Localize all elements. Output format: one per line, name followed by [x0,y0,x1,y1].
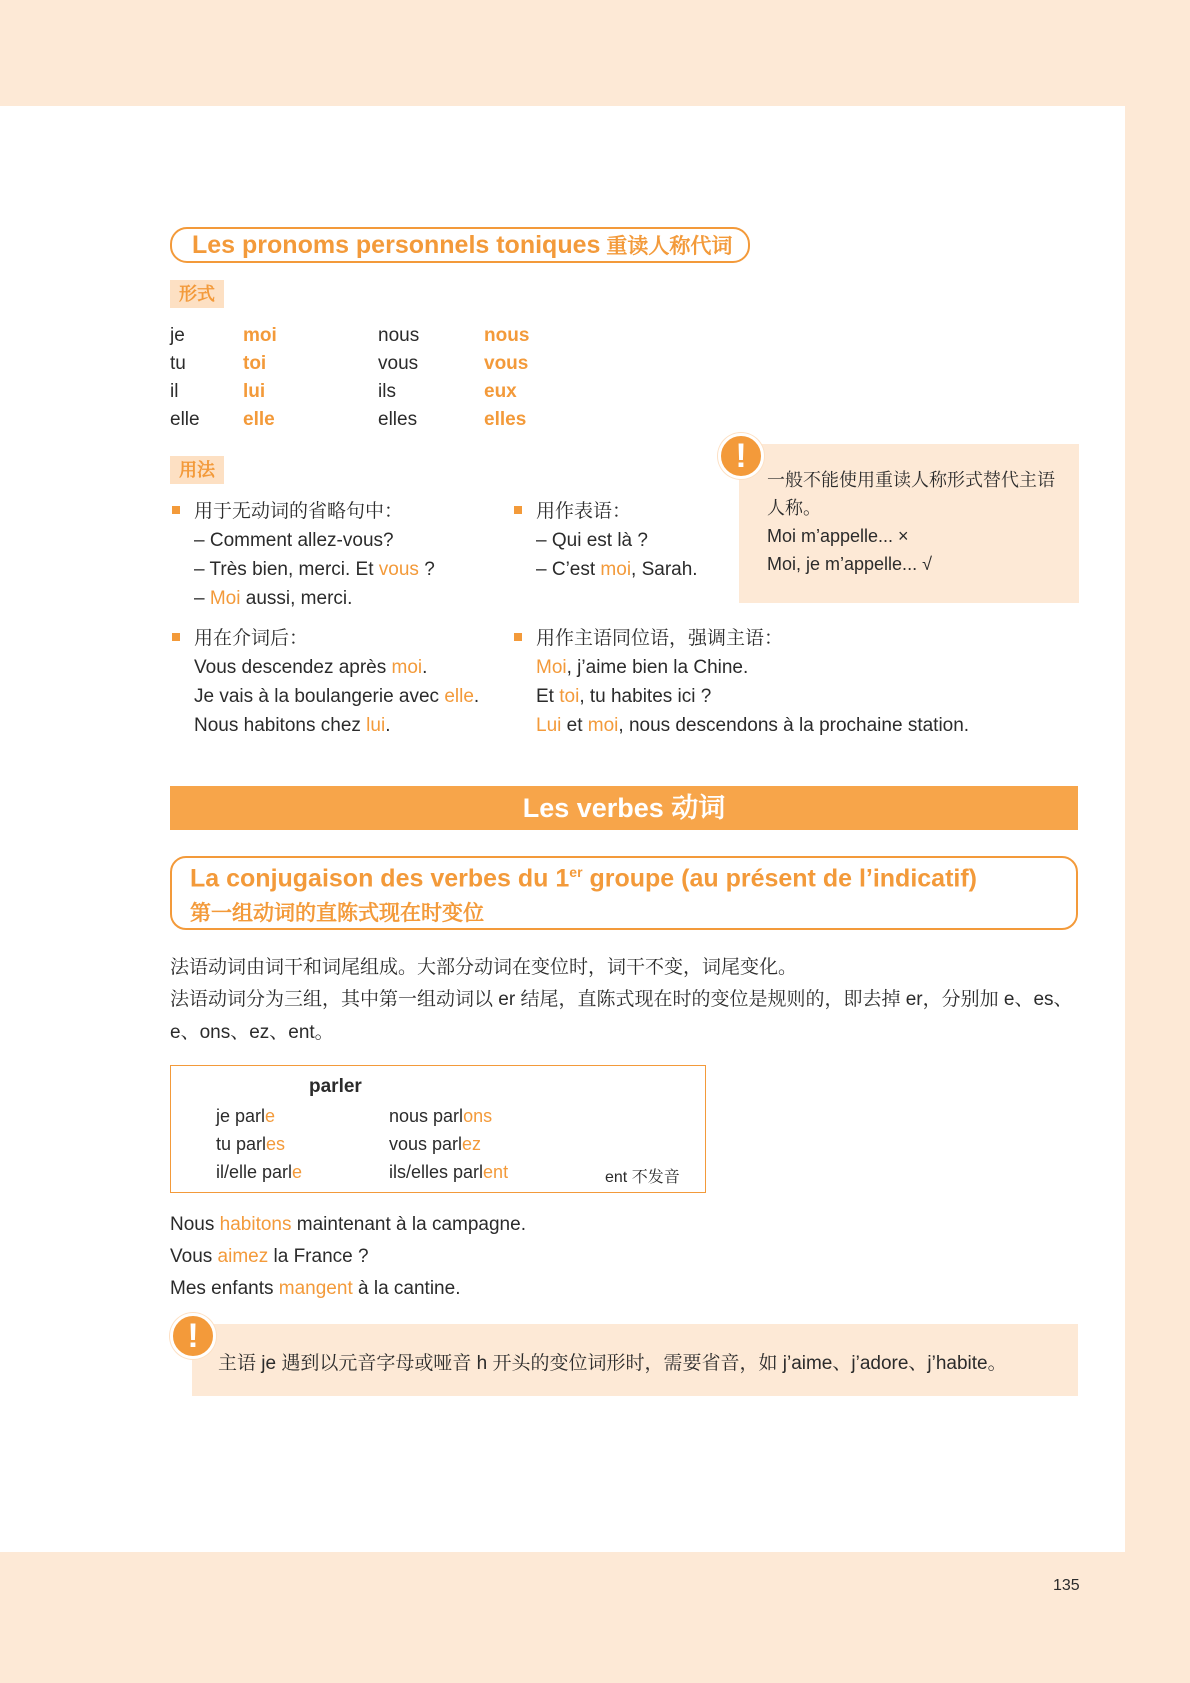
chapter-banner: Les verbes 动词 [170,786,1078,830]
bullet-square-icon [514,506,522,514]
conjugation-form: vous parlez [389,1134,482,1154]
usage-heading: 用在介词后： [194,628,309,649]
exclamation-icon: ! [718,433,764,479]
usage-line: – Très bien, merci. Et vous ? [194,559,435,580]
note-line: Moi, je m’appelle... √ [767,554,932,574]
usage-line: Je vais à la boulangerie avec elle. [194,686,480,707]
section-title-tonic-pronouns [170,227,750,263]
pronoun-subject: tu [170,353,186,374]
pronoun-subject-column-right [378,322,419,434]
conjugation-note: ent 不发音 [605,1169,680,1186]
usage-heading: 用于无动词的省略句中： [194,501,404,522]
pronoun-subject: il [170,381,179,402]
usage-line: – Moi aussi, merci. [194,588,353,609]
pronoun-tonic: elle [243,409,275,430]
bullet-square-icon [514,633,522,641]
usage-line: Et toi, tu habites ici ? [536,686,712,707]
pronoun-tonic: eux [484,381,517,402]
page-number: 135 [1053,1577,1080,1594]
pronoun-tonic: lui [243,381,266,402]
section-title-conjugation [170,856,1078,930]
exclamation-icon: ! [170,1313,216,1359]
note-box-tonic-subject [739,444,1079,603]
body-paragraph: 法语动词由词干和词尾组成。大部分动词在变位时，词干不变，词尾变化。 [170,957,798,978]
conjugation-form: je parle [216,1106,276,1126]
body-paragraph: e、ons、ez、ent。 [170,1022,334,1043]
usage-line: Moi, j’aime bien la Chine. [536,657,749,678]
conjugation-form: il/elle parle [216,1162,303,1182]
section-title-fr: Les pronoms personnels toniques [192,230,601,259]
conjugation-form: ils/elles parlent [389,1162,509,1182]
note-line: Moi m’appelle... × [767,526,909,546]
usage-line: Nous habitons chez lui. [194,715,391,736]
section-title-zh: 第一组动词的直陈式现在时变位 [190,902,484,925]
usage-line: – Comment allez-vous? [194,530,394,551]
pronoun-subject: ils [378,381,396,402]
pronoun-tonic: nous [484,325,530,346]
body-paragraph: 法语动词分为三组，其中第一组动词以 er 结尾，直陈式现在时的变位是规则的，即去掉 er，分别加 e、es、 [170,989,1073,1010]
conjugation-verb: parler [309,1076,362,1097]
bullet-square-icon [172,506,180,514]
example-sentence: Vous aimez la France ? [170,1246,369,1267]
pronoun-subject: elle [170,409,200,430]
usage-block-apposition [514,624,969,740]
bullet-square-icon [172,633,180,641]
note-line: 人称。 [767,498,821,518]
note-line: 一般不能使用重读人称形式替代主语 [767,470,1055,490]
usage-block-preposition [172,624,479,740]
usage-tag: 用法 [170,456,224,484]
pronoun-tonic: toi [243,353,267,374]
conjugation-form: tu parles [216,1134,286,1154]
conjugation-form: nous parlons [389,1106,493,1126]
usage-line: – Qui est là ? [536,530,648,551]
pronoun-tonic-column-right [484,322,529,434]
pronoun-subject: nous [378,325,420,346]
usage-heading: 用作主语同位语，强调主语： [536,628,784,649]
usage-line: Vous descendez après moi. [194,657,428,678]
pronoun-tonic: moi [243,325,277,346]
note-box-elision [192,1324,1078,1396]
usage-line: – C’est moi, Sarah. [536,559,698,580]
section-title-fr: La conjugaison des verbes du 1er groupe (au présent de l’indicatif) [190,864,977,893]
section-title-zh: 重读人称代词 [606,235,733,258]
example-sentence: Nous habitons maintenant à la campagne. [170,1214,526,1235]
pronoun-tonic: vous [484,353,529,374]
usage-block-predicate [514,497,698,584]
example-sentence: Mes enfants mangent à la cantine. [170,1278,461,1299]
usage-block-elliptical [172,497,435,613]
pronoun-subject-column-left [170,322,200,434]
form-tag: 形式 [170,280,224,308]
pronoun-subject: vous [378,353,419,374]
pronoun-tonic: elles [484,409,527,430]
pronoun-tonic-column-left [243,322,277,434]
note-text: 主语 je 遇到以元音字母或哑音 h 开头的变位词形时，需要省音，如 j’aime、j’adore、j’habite。 [218,1353,1007,1374]
usage-line: Lui et moi, nous descendons à la prochaine station. [536,715,970,736]
pronoun-subject: elles [378,409,418,430]
pronoun-subject: je [170,325,185,346]
usage-heading: 用作表语： [536,501,632,522]
conjugation-table [170,1065,706,1193]
